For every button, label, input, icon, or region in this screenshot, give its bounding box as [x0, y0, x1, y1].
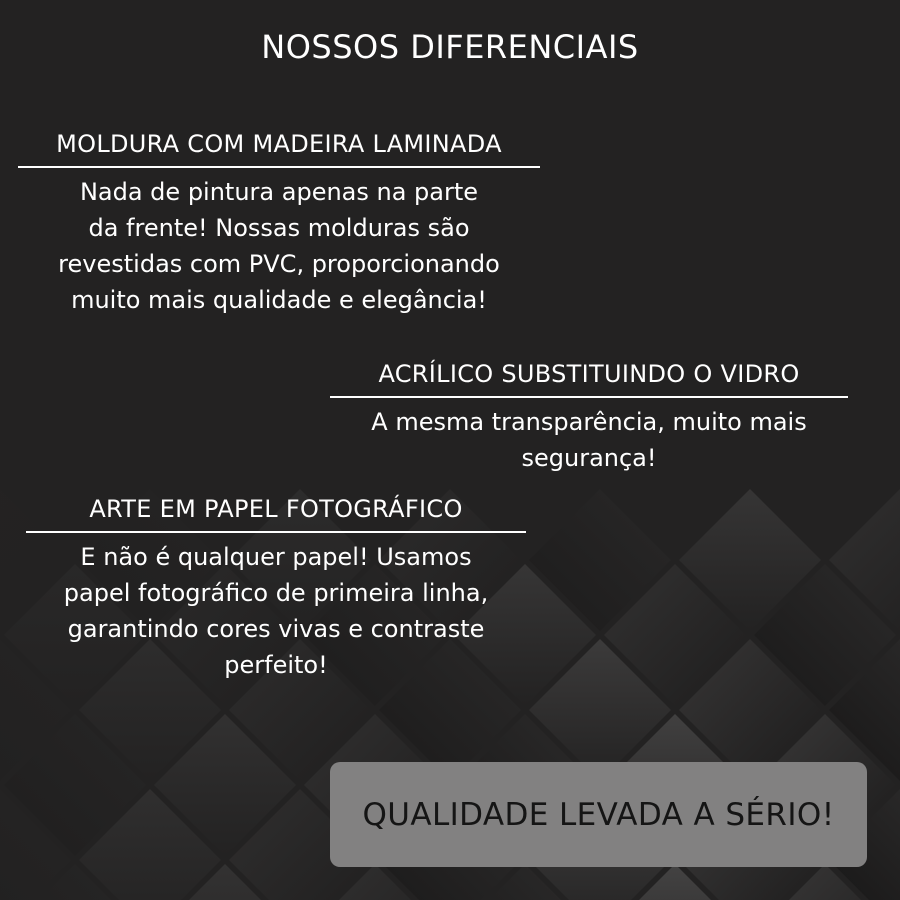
- description-line: muito mais qualidade e elegância!: [71, 286, 487, 314]
- description-line: da frente! Nossas molduras são: [88, 214, 470, 242]
- page-title: NOSSOS DIFERENCIAIS: [261, 28, 639, 66]
- feature-papel: [26, 495, 526, 683]
- description-line: papel fotográfico de primeira linha,: [63, 579, 489, 607]
- feature-description: [26, 539, 526, 683]
- feature-heading: MOLDURA COM MADEIRA LAMINADA: [18, 130, 540, 168]
- description-line: revestidas com PVC, proporcionando: [58, 250, 500, 278]
- description-line: E não é qualquer papel! Usamos: [80, 543, 472, 571]
- feature-acrilico: [330, 360, 848, 476]
- feature-heading: ACRÍLICO SUBSTITUINDO O VIDRO: [330, 360, 848, 398]
- description-line: Nada de pintura apenas na parte: [79, 178, 479, 206]
- quality-badge: QUALIDADE LEVADA A SÉRIO!: [330, 762, 867, 867]
- feature-description: [330, 404, 848, 476]
- feature-heading: ARTE EM PAPEL FOTOGRÁFICO: [26, 495, 526, 533]
- description-line: A mesma transparência, muito mais: [371, 408, 807, 436]
- description-line: segurança!: [521, 444, 657, 472]
- description-line: perfeito!: [224, 651, 328, 679]
- feature-moldura: [18, 130, 540, 318]
- description-line: garantindo cores vivas e contraste: [67, 615, 485, 643]
- feature-description: [18, 174, 540, 318]
